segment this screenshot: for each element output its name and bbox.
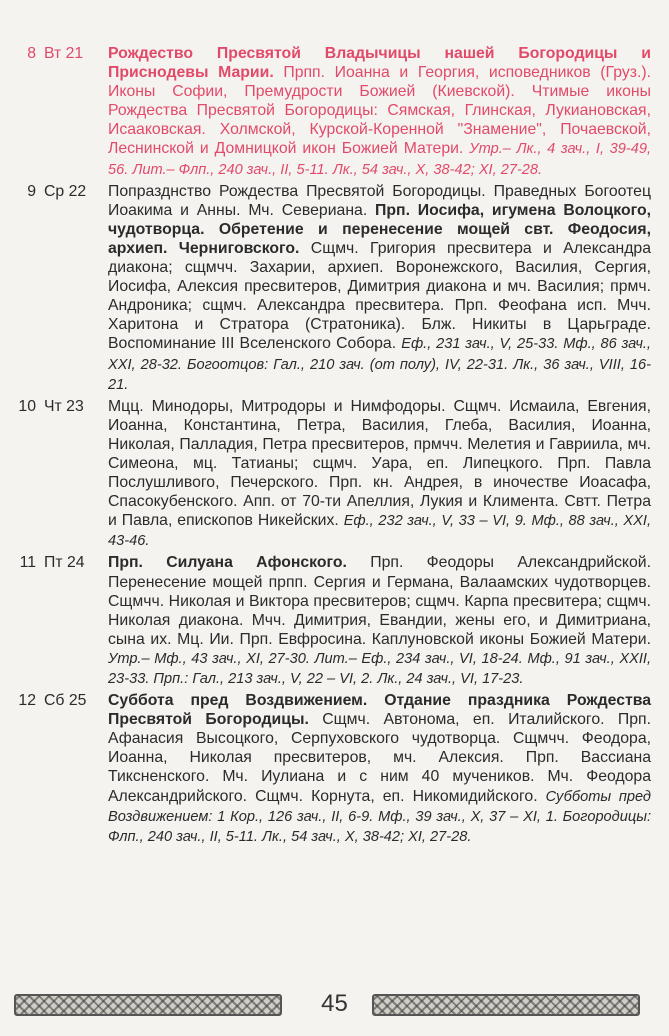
feast-title: Прп. Иосифа, игумена Волоцкого, чудотворца. Обретение и перенесение мощей свт. Феодосия, архиеп. Черниговского. xyxy=(108,201,651,257)
commemorations: Сщмч. Григория пресвитера и Александра диакона; сщмчч. Захарии, архиеп. Воронежского, Василия, Сергия, Иосифа, Алексия пресвитеров, Димитрия диакона и мч. Василия; прмч. Андроника; сщмч. Александра пресвитера. Прп. Феофана исп. Мчч. Харитона и Стратора (Стратоника). Блж. Никиты в Царьграде. Воспоминание III Вселенского Собора. xyxy=(108,239,651,353)
readings: Еф., 232 зач., V, 33 – VI, 9. Мф., 88 зач., XXI, 43-46. xyxy=(108,513,651,550)
entry-text xyxy=(108,691,651,847)
page-footer xyxy=(0,988,669,1024)
calendar-entry xyxy=(0,553,669,689)
feast-title: Рождество Пресвятой Владычицы нашей Богородицы и Приснодевы Марии. xyxy=(108,45,651,82)
readings: Утр.– Мф., 43 зач., XI, 27-30. Лит.– Еф., 234 зач., VI, 18-24. Мф., 91 зач., XXII, 23-33. Прп.: Гал., 213 зач., V, 22 – VI, 2. Лк., 24 зач., VI, 17-23. xyxy=(108,650,651,687)
page-number: 45 xyxy=(321,990,348,1017)
day-number: 11 xyxy=(19,554,36,572)
weekday-date: Вт 21 xyxy=(44,45,84,62)
feast-title: Прп. Силуана Афонского. xyxy=(108,554,347,572)
entry-text xyxy=(108,553,651,689)
readings: Субботы пред Воздвижением: 1 Кор., 126 зач., II, 6-9. Мф., 39 зач., X, 37 – XI, 1. Богородицы: Флп., 240 зач., II, 5-11. Лк., 54 зач., X, 38-42; XI, 27-28. xyxy=(108,788,651,845)
commemorations: Сщмч. Автонома, еп. Италийского. Прп. Афанасия Высоцкого, Серпуховского чудотворца. Сщмчч. Феодора, Иоанна, Николая пресвитеров, мч. Алексия. Прп. Вассиана Тиксненского. Мч. Иулиана и с ним 40 мучеников. Мч. Феодора Александрийского. Сщмч. Корнута, еп. Никомидийского. xyxy=(108,711,651,805)
entry-text xyxy=(108,397,651,552)
calendar-entry xyxy=(0,691,669,847)
calendar-entry xyxy=(0,397,669,552)
feast-title: Суббота пред Воздвижением. Отдание праздника Рождества Пресвятой Богородицы. xyxy=(108,692,651,729)
day-number: 12 xyxy=(18,692,36,710)
calendar-page xyxy=(0,44,669,849)
entry-text xyxy=(108,182,651,395)
commemorations: Прп. Феодоры Александрийской. Перенесение мощей прпп. Сергия и Германа, Валаамских чудотворцев. Сщмчч. Николая и Виктора пресвитеров; сщмч. Карпа пресвитера; сщмч. Николая диакона. Мчч. Димитрия, Евандии, жены его, и Димитриана, сына их. Мц. Ии. Прп. Евфросина. Каплуновской иконы Божией Матери. xyxy=(108,554,652,648)
weekday-date: Пт 24 xyxy=(44,554,85,572)
calendar-entry xyxy=(0,182,669,395)
commemorations: Мцц. Минодоры, Митродоры и Нимфодоры. Сщмч. Исмаила, Евгения, Иоанна, Константина, Петра, Василия, Глеба, Василия, Иоанна, Николая, Палладия, Петра пресвитеров, прмчч. Мелетия и Гавриила, мч. Симеона, мц. Татианы; сщмч. Уара, еп. Липецкого. Прп. Павла Послушливого, Печерского. Прп. кн. Андрея, в иночестве Иоасафа, Спасокубенского. Апп. от 70-ти Апеллия, Лукия и Климента. Свтт. Петра и Павла, епископов Никейских. xyxy=(108,397,651,530)
day-number: 10 xyxy=(18,397,36,415)
readings: Утр.– Лк., 4 зач., I, 39-49, 56. Лит.– Флп., 240 зач., II, 5-11. Лк., 54 зач., X, 38-42; XI, 27-28. xyxy=(108,141,651,178)
day-number: 9 xyxy=(27,182,36,200)
weekday-date: Чт 23 xyxy=(44,397,84,415)
readings: Еф., 231 зач., V, 25-33. Мф., 86 зач., XXI, 28-32. Богоотцов: Гал., 210 зач. (от полу), IV, 22-31. Лк., 36 зач., VIII, 16-21. xyxy=(108,336,651,393)
calendar-entry xyxy=(0,44,669,180)
ornament-right xyxy=(372,994,640,1016)
day-number: 8 xyxy=(27,45,36,62)
entry-text xyxy=(108,44,651,180)
commemorations-intro: Попразднство Рождества Пресвятой Богородицы. Праведных Богоотец Иоакима и Анны. Мч. Севериана. xyxy=(108,182,651,219)
weekday-date: Ср 22 xyxy=(44,182,87,200)
commemorations: Прпп. Иоанна и Георгия, исповедников (Груз.). Иконы Софии, Премудрости Божией (Киевской). Чтимые иконы Рождества Пресвятой Богородицы: Сямская, Глинская, Лукиановская, Исааковская. Холмской, Курской-Коренной "Знамение", Почаевской, Леснинской и Домницкой икон Божией Матери. xyxy=(108,64,652,158)
weekday-date: Сб 25 xyxy=(44,692,87,710)
